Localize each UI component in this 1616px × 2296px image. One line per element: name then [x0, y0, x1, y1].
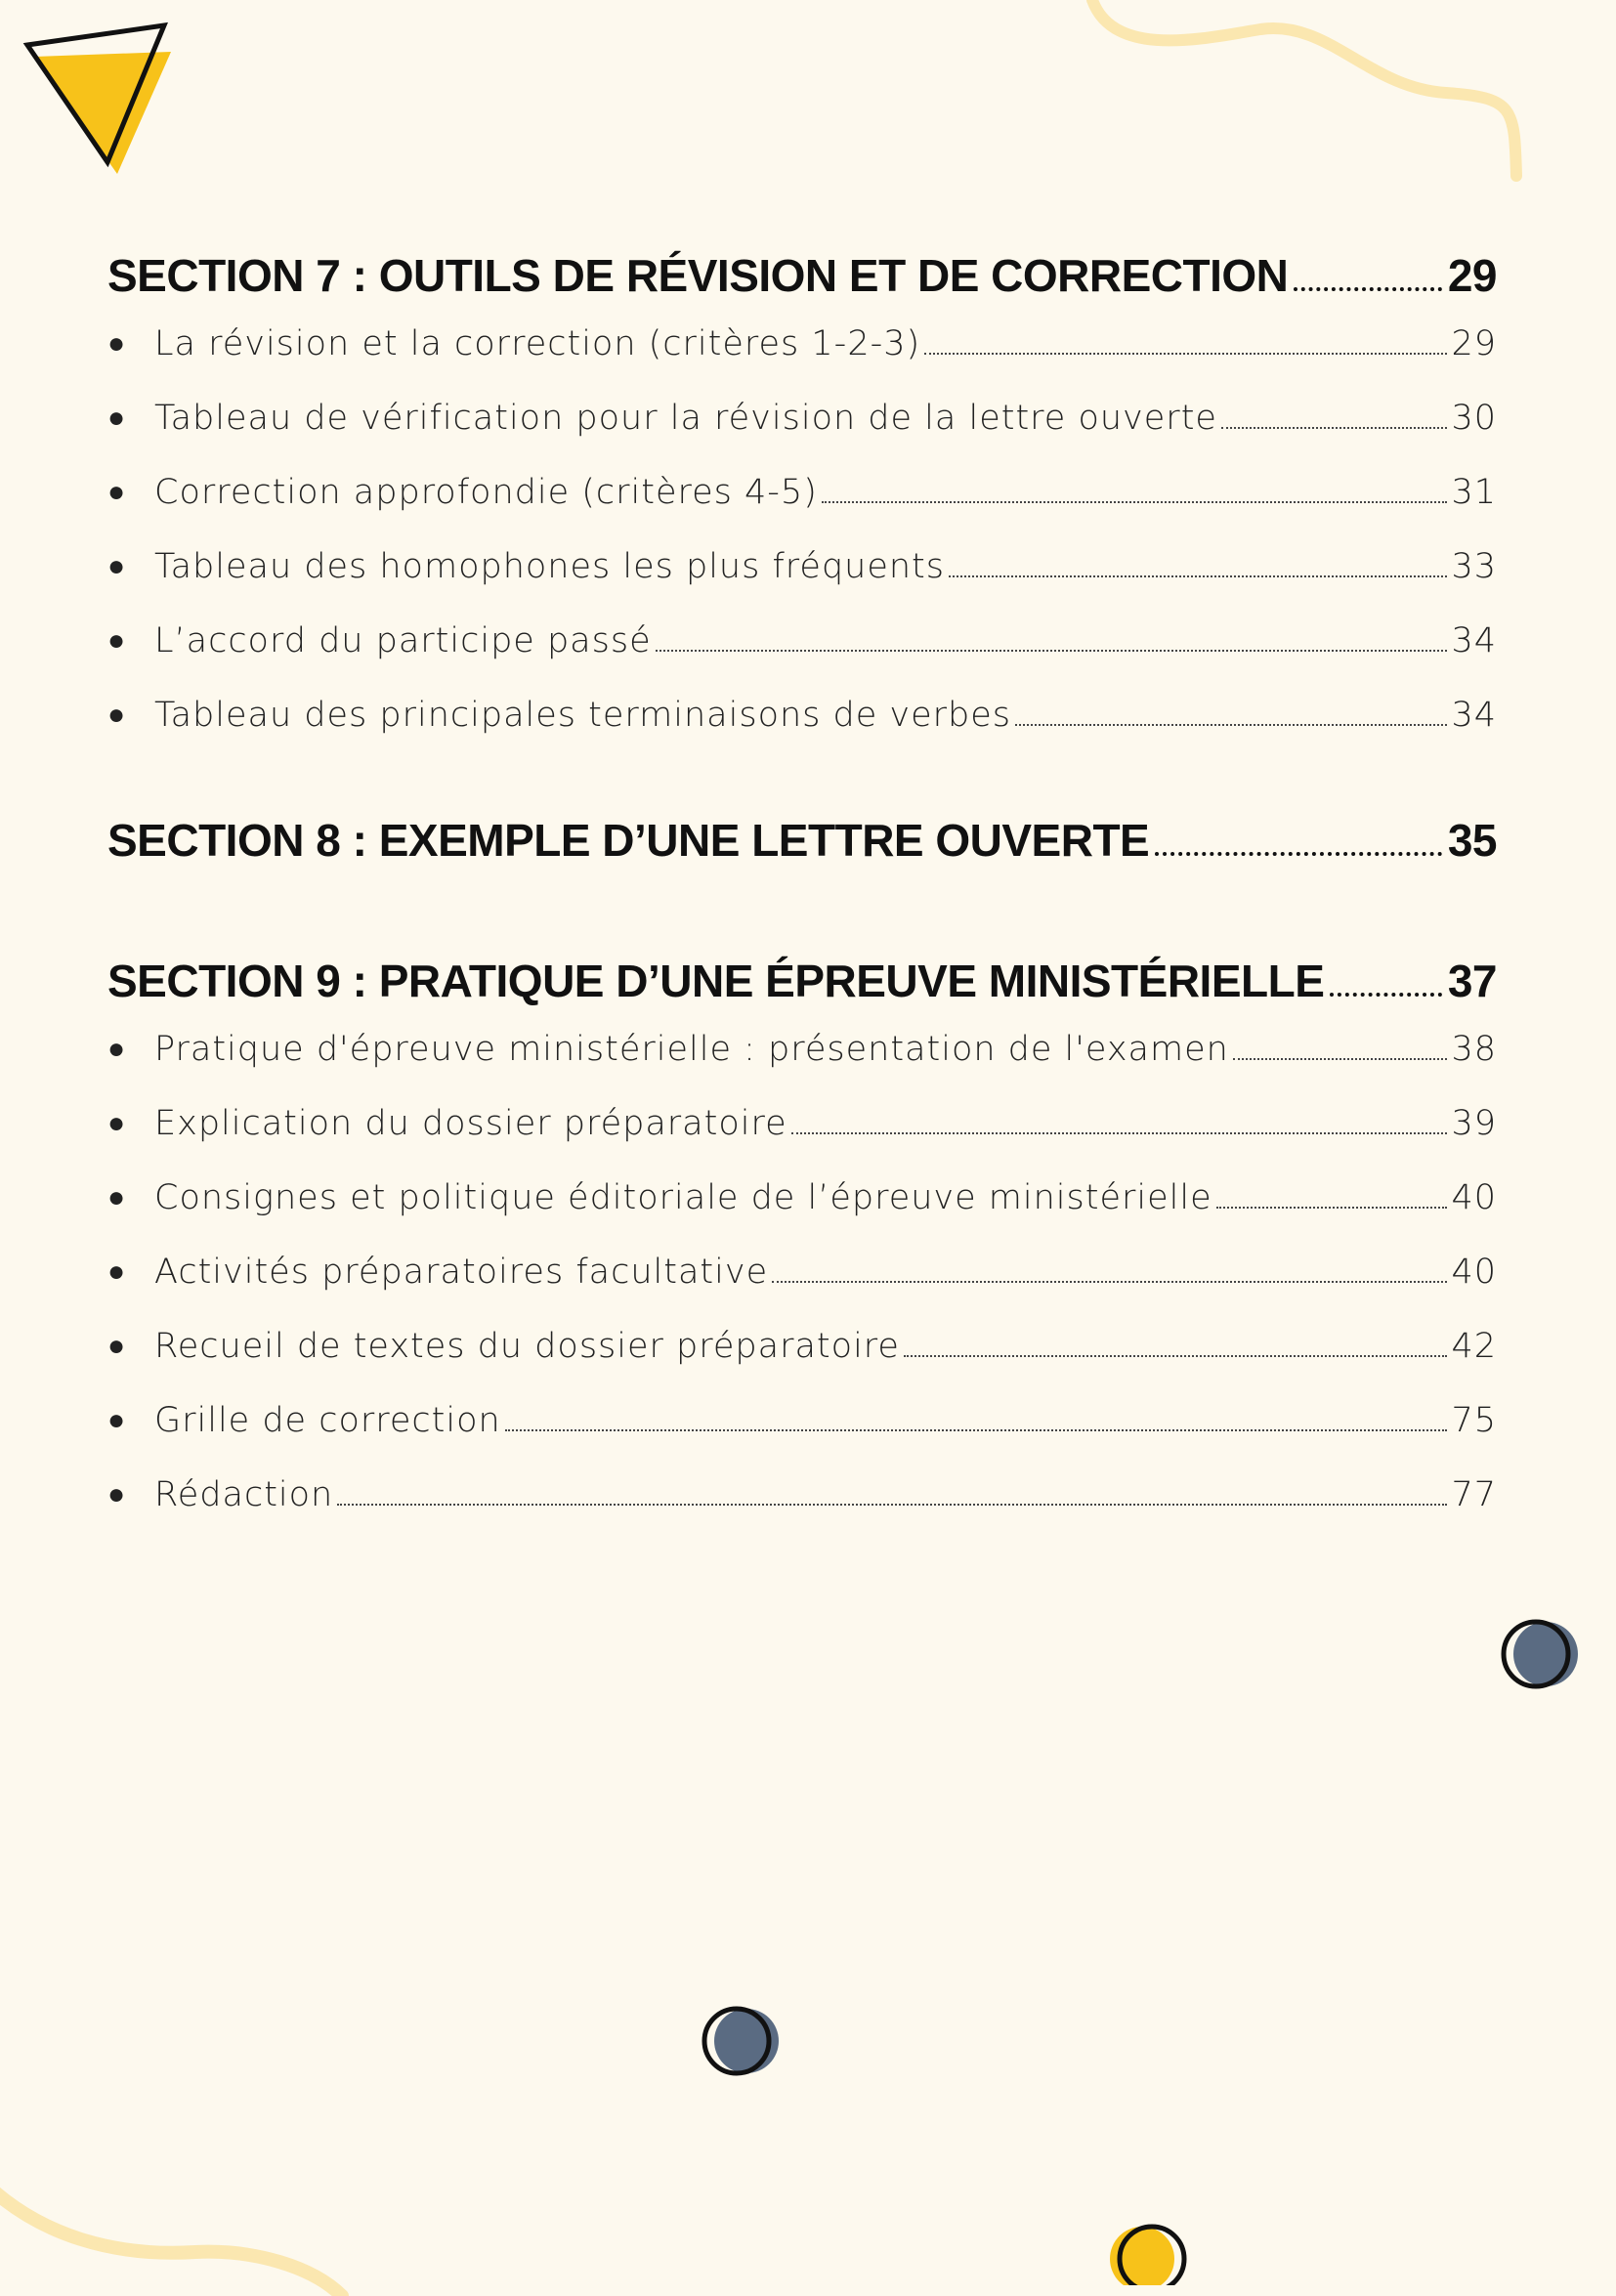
- item-title: Rédaction: [154, 1475, 334, 1514]
- wave-bottom-decoration: [0, 2159, 371, 2296]
- section-title: SECTION 9 : PRATIQUE D’UNE ÉPREUVE MINISTÉRIELLE: [107, 956, 1325, 1006]
- toc-item[interactable]: [107, 307, 1497, 381]
- bullet-icon: ●: [107, 401, 127, 435]
- dot-leader: [949, 575, 1447, 577]
- section-page-number: 35: [1447, 815, 1497, 866]
- toc-item[interactable]: [107, 1235, 1497, 1309]
- item-title: Pratique d'épreuve ministérielle : présentation de l'examen: [154, 1030, 1229, 1069]
- toc-item[interactable]: [107, 381, 1497, 455]
- dot-leader: [1294, 287, 1441, 291]
- dot-leader: [772, 1281, 1447, 1283]
- bullet-icon: ●: [107, 623, 127, 658]
- item-title: Tableau de vérification pour la révision de la lettre ouverte: [154, 399, 1217, 438]
- item-page-number: 33: [1451, 547, 1497, 586]
- circle-icon-center: [696, 1998, 793, 2086]
- item-title: Tableau des principales terminaisons de verbes: [154, 696, 1012, 735]
- circle-icon-bottom: [1099, 2218, 1207, 2285]
- dot-leader: [1015, 724, 1447, 726]
- toc-section-8[interactable]: [107, 809, 1497, 872]
- dot-leader: [1155, 852, 1442, 856]
- dot-leader: [1216, 1207, 1448, 1209]
- bullet-icon: ●: [107, 698, 127, 732]
- item-title: Grille de correction: [154, 1401, 501, 1440]
- dot-leader: [1233, 1058, 1448, 1060]
- item-page-number: 39: [1451, 1104, 1497, 1143]
- dot-leader: [1330, 993, 1441, 997]
- toc-item[interactable]: [107, 530, 1497, 604]
- dot-leader: [822, 501, 1448, 503]
- item-title: Correction approfondie (critères 4-5): [154, 473, 818, 512]
- item-page-number: 77: [1451, 1475, 1497, 1514]
- item-title: Consignes et politique éditoriale de l’épreuve ministérielle: [154, 1178, 1212, 1217]
- bullet-icon: ●: [107, 1032, 127, 1066]
- toc-item[interactable]: [107, 1309, 1497, 1383]
- item-page-number: 30: [1451, 399, 1497, 438]
- item-title: La révision et la correction (critères 1-2-3): [154, 324, 921, 363]
- section-page-number: 29: [1447, 250, 1497, 301]
- section-title: SECTION 8 : EXEMPLE D’UNE LETTRE OUVERTE: [107, 815, 1150, 866]
- bullet-icon: ●: [107, 326, 127, 361]
- toc-item[interactable]: [107, 604, 1497, 678]
- circle-icon-right: [1495, 1612, 1593, 1700]
- bullet-icon: ●: [107, 1106, 127, 1140]
- toc-item[interactable]: [107, 1458, 1497, 1532]
- toc-item[interactable]: [107, 1086, 1497, 1161]
- wave-top-decoration: [1075, 0, 1616, 195]
- item-page-number: 75: [1451, 1401, 1497, 1440]
- dot-leader: [656, 650, 1448, 652]
- item-title: L’accord du participe passé: [154, 621, 652, 660]
- item-title: Activités préparatoires facultative: [154, 1253, 769, 1292]
- bullet-icon: ●: [107, 1403, 127, 1437]
- bullet-icon: ●: [107, 1180, 127, 1214]
- item-page-number: 31: [1451, 473, 1497, 512]
- dot-leader: [924, 353, 1447, 355]
- dot-leader: [337, 1504, 1447, 1506]
- item-page-number: 29: [1451, 324, 1497, 363]
- dot-leader: [904, 1355, 1448, 1357]
- bullet-icon: ●: [107, 1477, 127, 1511]
- item-title: Tableau des homophones les plus fréquents: [154, 547, 946, 586]
- toc-section-7[interactable]: [107, 244, 1497, 307]
- toc-item[interactable]: [107, 455, 1497, 530]
- dot-leader: [791, 1132, 1448, 1134]
- item-page-number: 38: [1451, 1030, 1497, 1069]
- toc-item[interactable]: [107, 1012, 1497, 1086]
- toc-item[interactable]: [107, 1161, 1497, 1235]
- item-page-number: 40: [1451, 1178, 1497, 1217]
- bullet-icon: ●: [107, 475, 127, 509]
- item-page-number: 34: [1451, 696, 1497, 735]
- toc-item[interactable]: [107, 678, 1497, 752]
- item-title: Explication du dossier préparatoire: [154, 1104, 787, 1143]
- item-page-number: 42: [1451, 1327, 1497, 1366]
- spacer: [107, 752, 1497, 809]
- section-title: SECTION 7 : OUTILS DE RÉVISION ET DE CORRECTION: [107, 250, 1289, 301]
- item-page-number: 40: [1451, 1253, 1497, 1292]
- item-title: Recueil de textes du dossier préparatoire: [154, 1327, 900, 1366]
- spacer: [107, 872, 1497, 950]
- toc-item[interactable]: [107, 1383, 1497, 1458]
- toc-section-9[interactable]: [107, 950, 1497, 1012]
- dot-leader: [505, 1429, 1448, 1431]
- bullet-icon: ●: [107, 1329, 127, 1363]
- triangle-icon: [20, 18, 176, 184]
- bullet-icon: ●: [107, 1254, 127, 1289]
- table-of-contents: [107, 244, 1497, 1532]
- item-page-number: 34: [1451, 621, 1497, 660]
- section-page-number: 37: [1447, 956, 1497, 1006]
- bullet-icon: ●: [107, 549, 127, 583]
- dot-leader: [1221, 427, 1448, 429]
